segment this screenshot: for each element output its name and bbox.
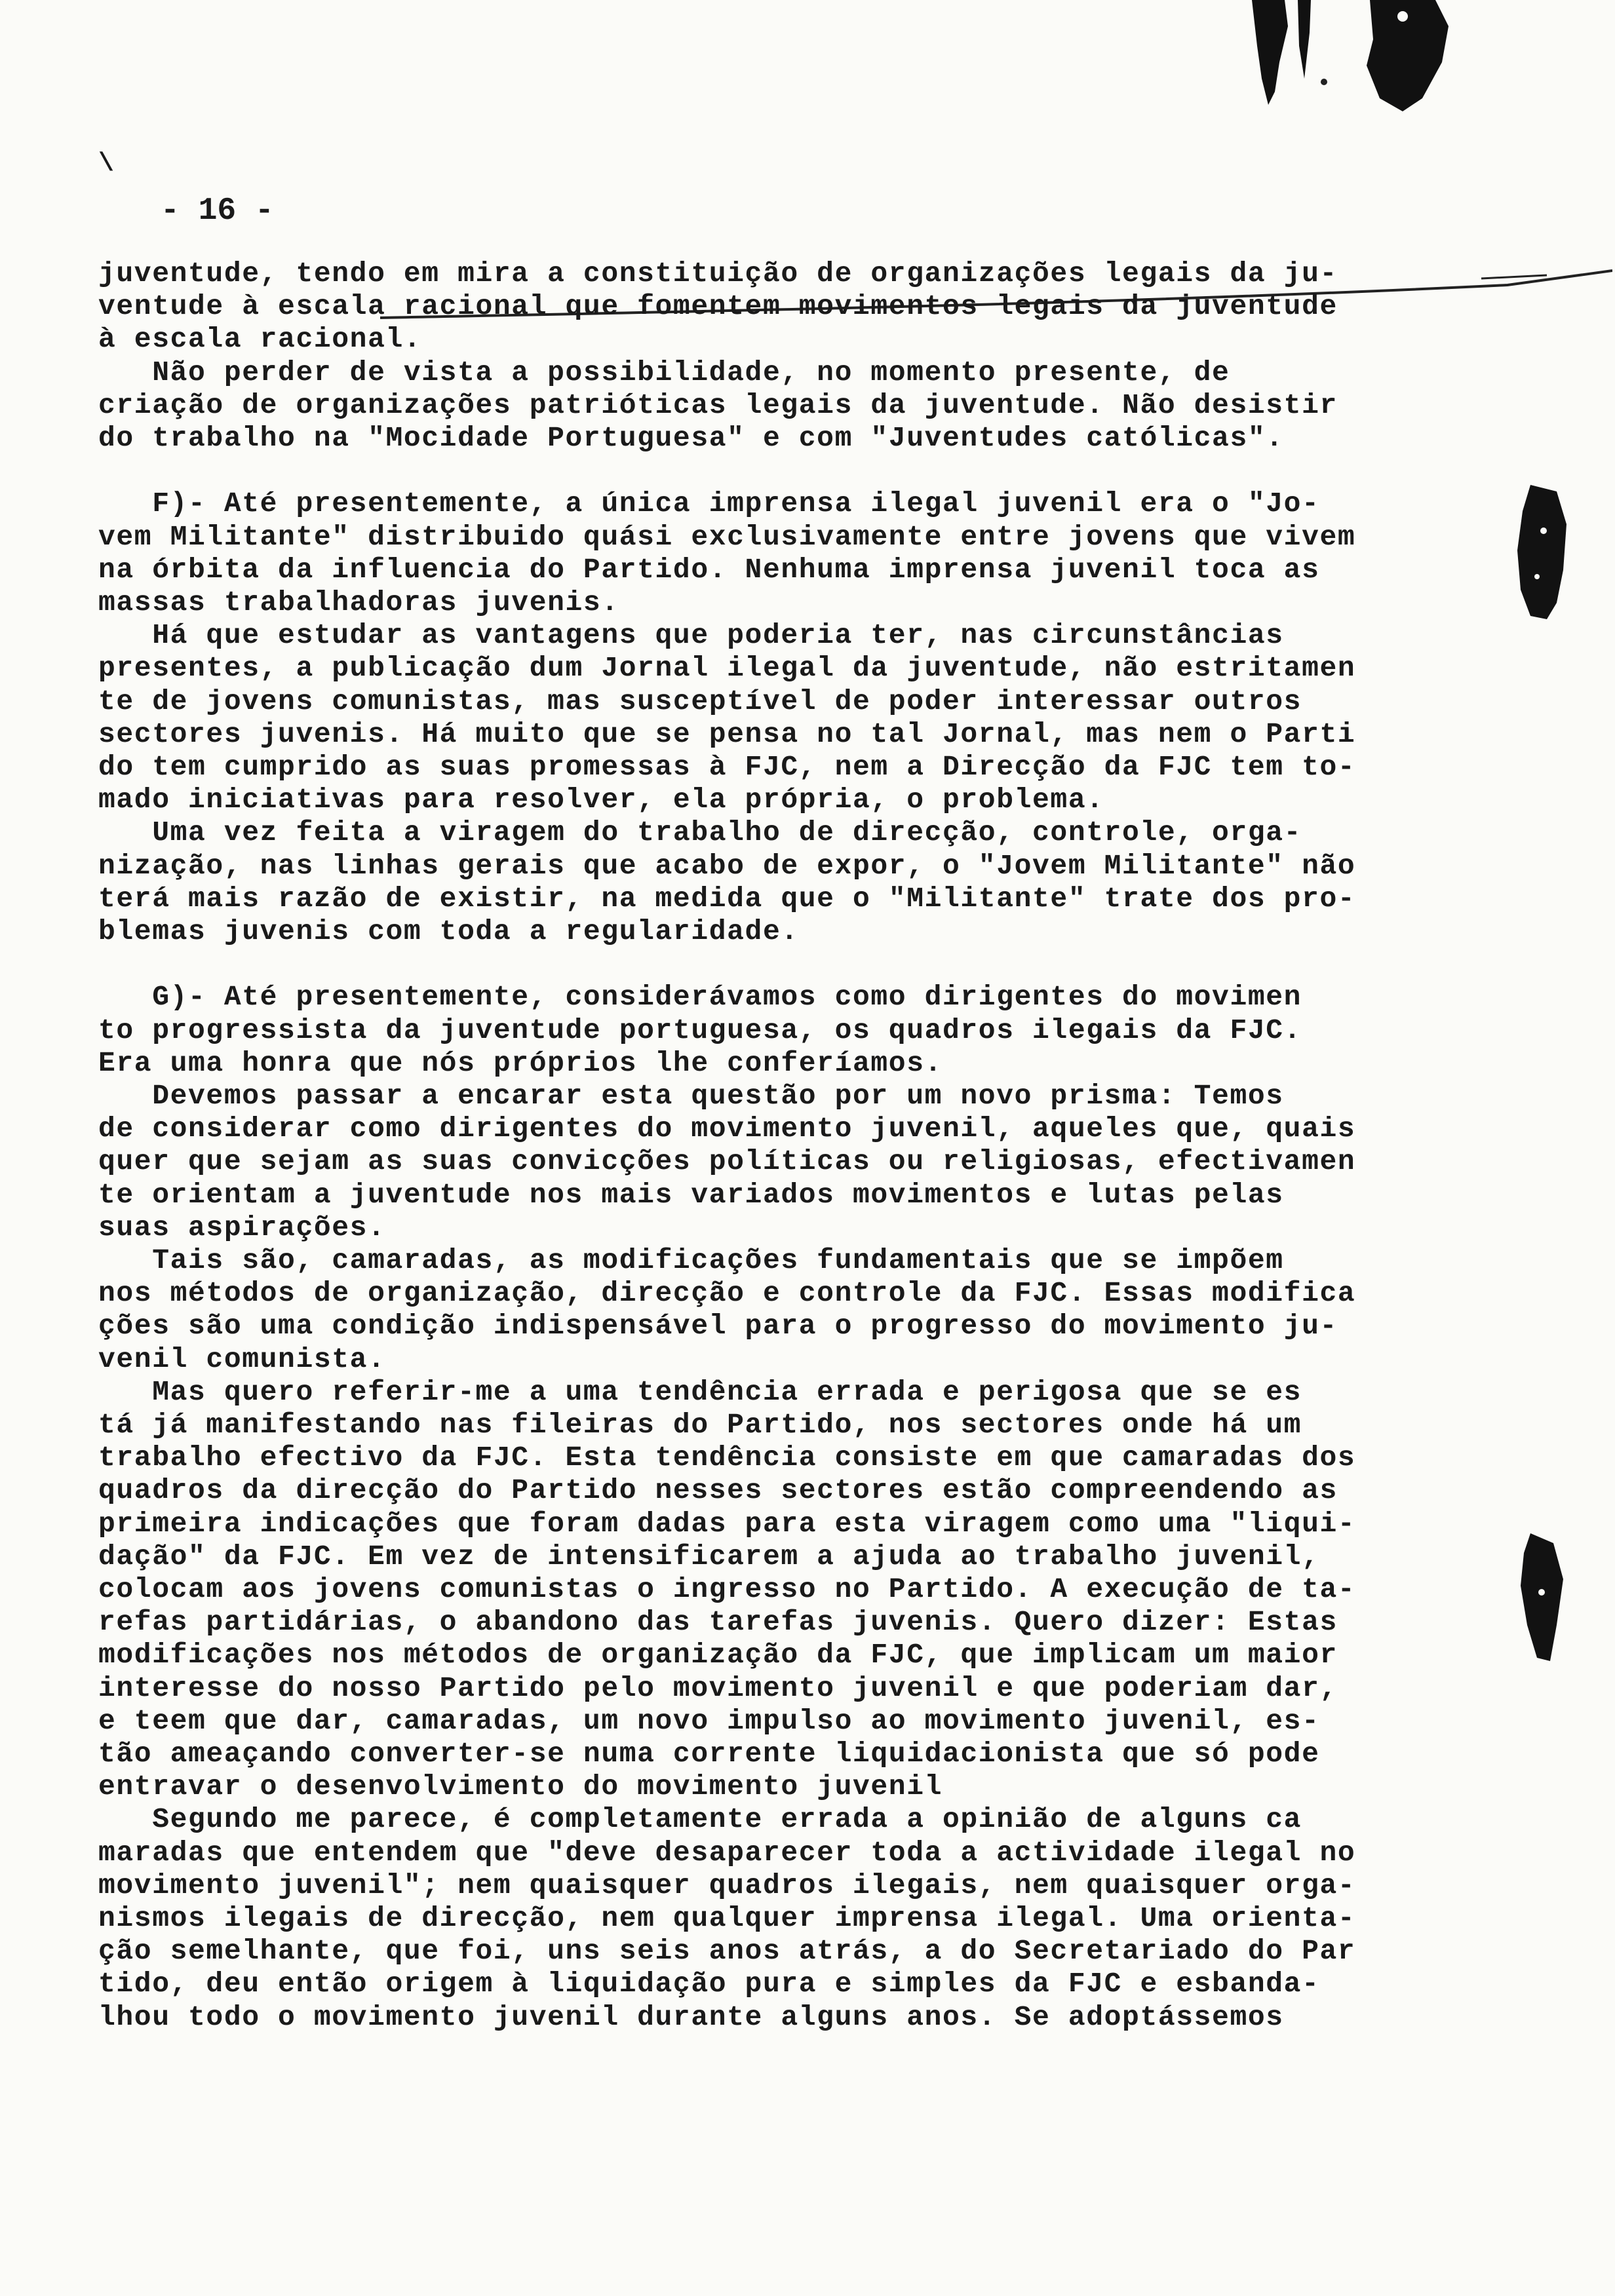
text-line: Tais são, camaradas, as modificações fundamentais que se impõem (98, 1244, 1284, 1276)
text-line: colocam aos jovens comunistas o ingresso no Partido. A execução de ta- (98, 1573, 1356, 1605)
text-line: de considerar como dirigentes do movimento juvenil, aqueles que, quais (98, 1113, 1356, 1145)
text-line: F)- Até presentemente, a única imprensa ilegal juvenil era o "Jo- (98, 488, 1320, 520)
text-line: entravar o desenvolvimento do movimento juvenil (98, 1770, 943, 1803)
text-line: Uma vez feita a viragem do trabalho de direcção, controle, orga- (98, 816, 1302, 849)
text-line: ção semelhante, que foi, uns seis anos atrás, a do Secretariado do Par (98, 1935, 1356, 1968)
text-line: criação de organizações patrióticas legais da juventude. Não desistir (98, 389, 1338, 421)
text-line: Segundo me parece, é completamente errada a opinião de alguns ca (98, 1803, 1302, 1836)
text-line: suas aspirações. (98, 1211, 386, 1244)
text-line: e teem que dar, camaradas, um novo impulso ao movimento juvenil, es- (98, 1704, 1320, 1737)
text-line: G)- Até presentemente, considerávamos como dirigentes do movimen (98, 981, 1302, 1014)
text-line: lhou todo o movimento juvenil durante alguns anos. Se adoptássemos (98, 2000, 1284, 2033)
text-line: trabalho efectivo da FJC. Esta tendência consiste em que camaradas dos (98, 1442, 1356, 1474)
text-line: terá mais razão de existir, na medida que o "Militante" trate dos pro- (98, 882, 1356, 915)
text-line: interesse do nosso Partido pelo movimento juvenil e que poderiam dar, (98, 1672, 1338, 1704)
text-line: nismos ilegais de direcção, nem qualquer imprensa ilegal. Uma orienta- (98, 1902, 1356, 1934)
text-line: tá já manifestando nas fileiras do Partido, nos sectores onde há um (98, 1409, 1302, 1441)
text-line: quer que sejam as suas convicções políticas ou religiosas, efectivamen (98, 1145, 1356, 1178)
text-line: movimento juvenil"; nem quaisquer quadros ilegais, nem quaisquer orga- (98, 1869, 1356, 1902)
text-line: massas trabalhadoras juvenis. (98, 586, 619, 619)
text-line: maradas que entendem que "deve desaparecer toda a actividade ilegal no (98, 1836, 1356, 1869)
ink-blot-right-lower (1514, 1533, 1566, 1664)
text-line: juventude, tendo em mira a constituição de organizações legais da ju- (98, 258, 1338, 290)
text-line: do tem cumprido as suas promessas à FJC, nem a Direcção da FJC tem to- (98, 751, 1356, 783)
text-line: ções são uma condição indispensável para o progresso do movimento ju- (98, 1310, 1338, 1343)
text-line: venil comunista. (98, 1343, 386, 1375)
text-line: nos métodos de organização, direcção e controle da FJC. Essas modifica (98, 1277, 1356, 1310)
text-line: te de jovens comunistas, mas susceptível de poder interessar outros (98, 685, 1302, 718)
text-line: Há que estudar as vantagens que poderia ter, nas circunstâncias (98, 619, 1284, 652)
text-line: mado iniciativas para resolver, ela própria, o problema. (98, 784, 1104, 816)
text-line: do trabalho na "Mocidade Portuguesa" e com "Juventudes católicas". (98, 422, 1284, 454)
text-line: tido, deu então origem à liquidação pura e simples da FJC e esbanda- (98, 1968, 1320, 2000)
text-line: à escala racional. (98, 323, 422, 356)
text-line: modificações nos métodos de organização da FJC, que implicam um maior (98, 1639, 1338, 1672)
text-line: vem Militante" distribuido quási exclusivamente entre jovens que vivem (98, 520, 1356, 553)
text-line: blemas juvenis com toda a regularidade. (98, 915, 799, 947)
text-line: to progressista da juventude portuguesa, os quadros ilegais da FJC. (98, 1014, 1302, 1046)
text-line: sectores juvenis. Há muito que se pensa no tal Jornal, mas nem o Parti (98, 718, 1356, 750)
page-number: - 16 - (161, 193, 274, 229)
text-line: Mas quero referir-me a uma tendência errada e perigosa que se es (98, 1375, 1302, 1408)
text-line: Era uma honra que nós próprios lhe conferíamos. (98, 1046, 943, 1079)
text-line: presentes, a publicação dum Jornal ilegal da juventude, não estritamen (98, 652, 1356, 685)
ink-blot-top-right (1239, 0, 1455, 118)
text-line: tão ameaçando converter-se numa corrente liquidacionista que só pode (98, 1738, 1320, 1770)
text-line: quadros da direcção do Partido nesses sectores estão compreendendo as (98, 1474, 1338, 1507)
text-line: na órbita da influencia do Partido. Nenhuma imprensa juvenil toca as (98, 553, 1320, 586)
text-line: dação" da FJC. Em vez de intensificarem a ajuda ao trabalho juvenil, (98, 1540, 1320, 1573)
text-line: ventude à escala racional que fomentem movimentos legais da juventude (98, 290, 1338, 323)
text-line: te orientam a juventude nos mais variados movimentos e lutas pelas (98, 1178, 1284, 1211)
text-line: refas partidárias, o abandono das tarefas juvenis. Quero dizer: Estas (98, 1606, 1338, 1639)
tick-mark: \ (98, 149, 115, 179)
ink-blot-right-upper (1511, 485, 1570, 622)
text-line: primeira indicações que foram dadas para esta viragem como uma "liqui- (98, 1507, 1356, 1540)
text-line: Devemos passar a encarar esta questão por um novo prisma: Temos (98, 1080, 1284, 1112)
text-line: nização, nas linhas gerais que acabo de expor, o "Jovem Militante" não (98, 849, 1356, 882)
text-line: Não perder de vista a possibilidade, no momento presente, de (98, 356, 1230, 389)
